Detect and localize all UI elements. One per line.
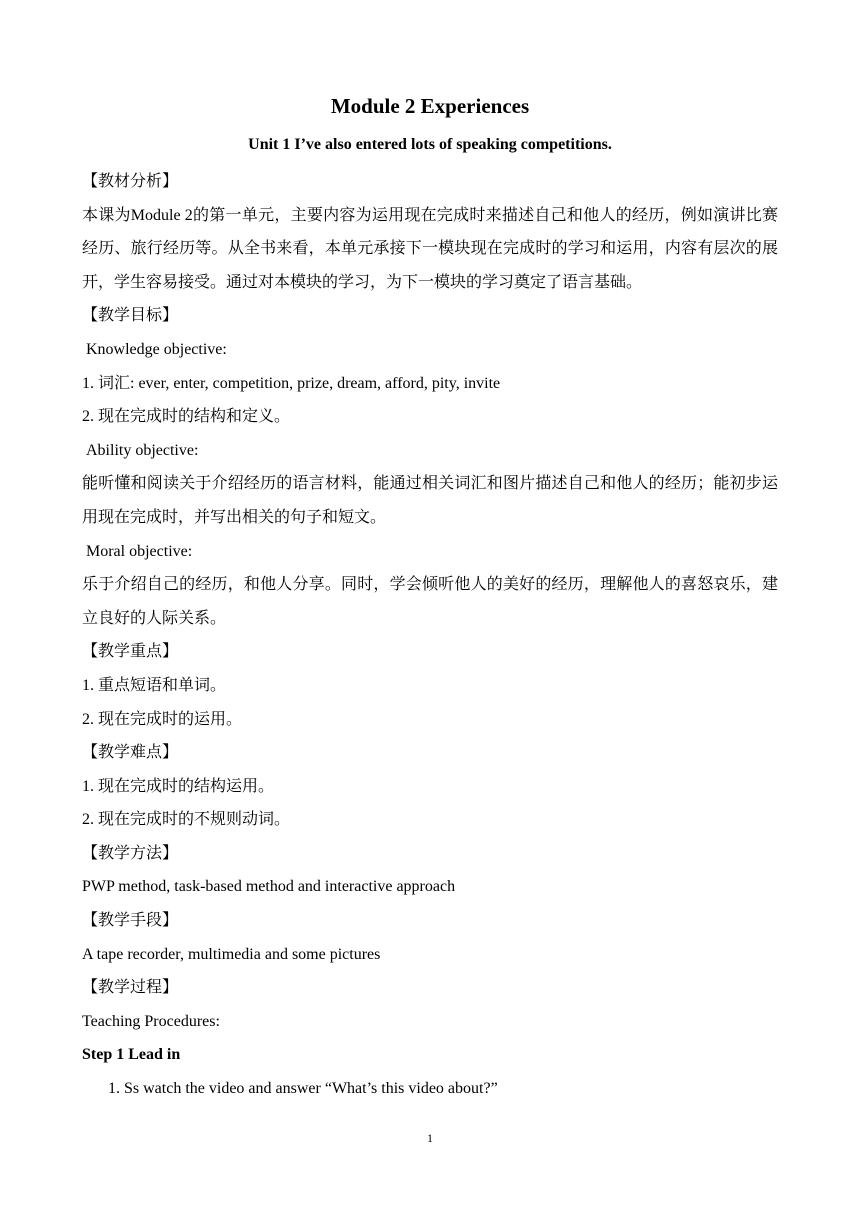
moral-objective-label: Moral objective: <box>86 542 193 560</box>
step1-item-1: 1. Ss watch the video and answer “What’s this video about?” <box>108 1080 498 1098</box>
ability-objective-label: Ability objective: <box>86 441 199 459</box>
page-number: 1 <box>427 1131 433 1145</box>
methods-heading: 【教学方法】 <box>82 844 179 862</box>
process-heading: 【教学过程】 <box>82 979 179 997</box>
means-heading: 【教学手段】 <box>82 912 179 930</box>
key-points-heading: 【教学重点】 <box>82 643 179 661</box>
difficulties-heading: 【教学难点】 <box>82 744 179 762</box>
analysis-paragraph: 本课为Module 2的第一单元，主要内容为运用现在完成时来描述自己和他人的经历，例如演讲比赛经历、旅行经历等。从全书来看，本单元承接下一模块现在完成时的学习和运用，内容有层次的展开，学生容易接受。通过对本模块的学习，为下一模块的学习奠定了语言基础。 <box>82 206 778 291</box>
document-subtitle: Unit 1 I’ve also entered lots of speaking competitions. <box>248 136 612 153</box>
knowledge-item-2: 2. 现在完成时的结构和定义。 <box>82 408 291 426</box>
difficulty-1: 1. 现在完成时的结构运用。 <box>82 777 275 795</box>
key-point-2: 2. 现在完成时的运用。 <box>82 710 243 728</box>
objectives-heading: 【教学目标】 <box>82 307 179 325</box>
analysis-heading: 【教材分析】 <box>82 173 179 190</box>
knowledge-objective-label: Knowledge objective: <box>86 340 227 358</box>
step1-heading: Step 1 Lead in <box>82 1046 181 1064</box>
ability-paragraph: 能听懂和阅读关于介绍经历的语言材料，能通过相关词汇和图片描述自己和他人的经历；能初步运用现在完成时，并写出相关的句子和短文。 <box>82 475 778 526</box>
procedures-label: Teaching Procedures: <box>82 1012 220 1030</box>
difficulty-2: 2. 现在完成时的不规则动词。 <box>82 811 291 829</box>
document-title: Module 2 Experiences <box>330 94 530 118</box>
knowledge-item-1: 1. 词汇: ever, enter, competition, prize, dream, afford, pity, invite <box>82 374 501 392</box>
document-body <box>82 165 778 1106</box>
key-point-1: 1. 重点短语和单词。 <box>82 676 227 694</box>
means-text: A tape recorder, multimedia and some pictures <box>82 945 381 963</box>
moral-paragraph: 乐于介绍自己的经历，和他人分享。同时，学会倾听他人的美好的经历，理解他人的喜怒哀乐，建立良好的人际关系。 <box>82 576 778 627</box>
methods-text: PWP method, task-based method and interactive approach <box>82 878 456 896</box>
